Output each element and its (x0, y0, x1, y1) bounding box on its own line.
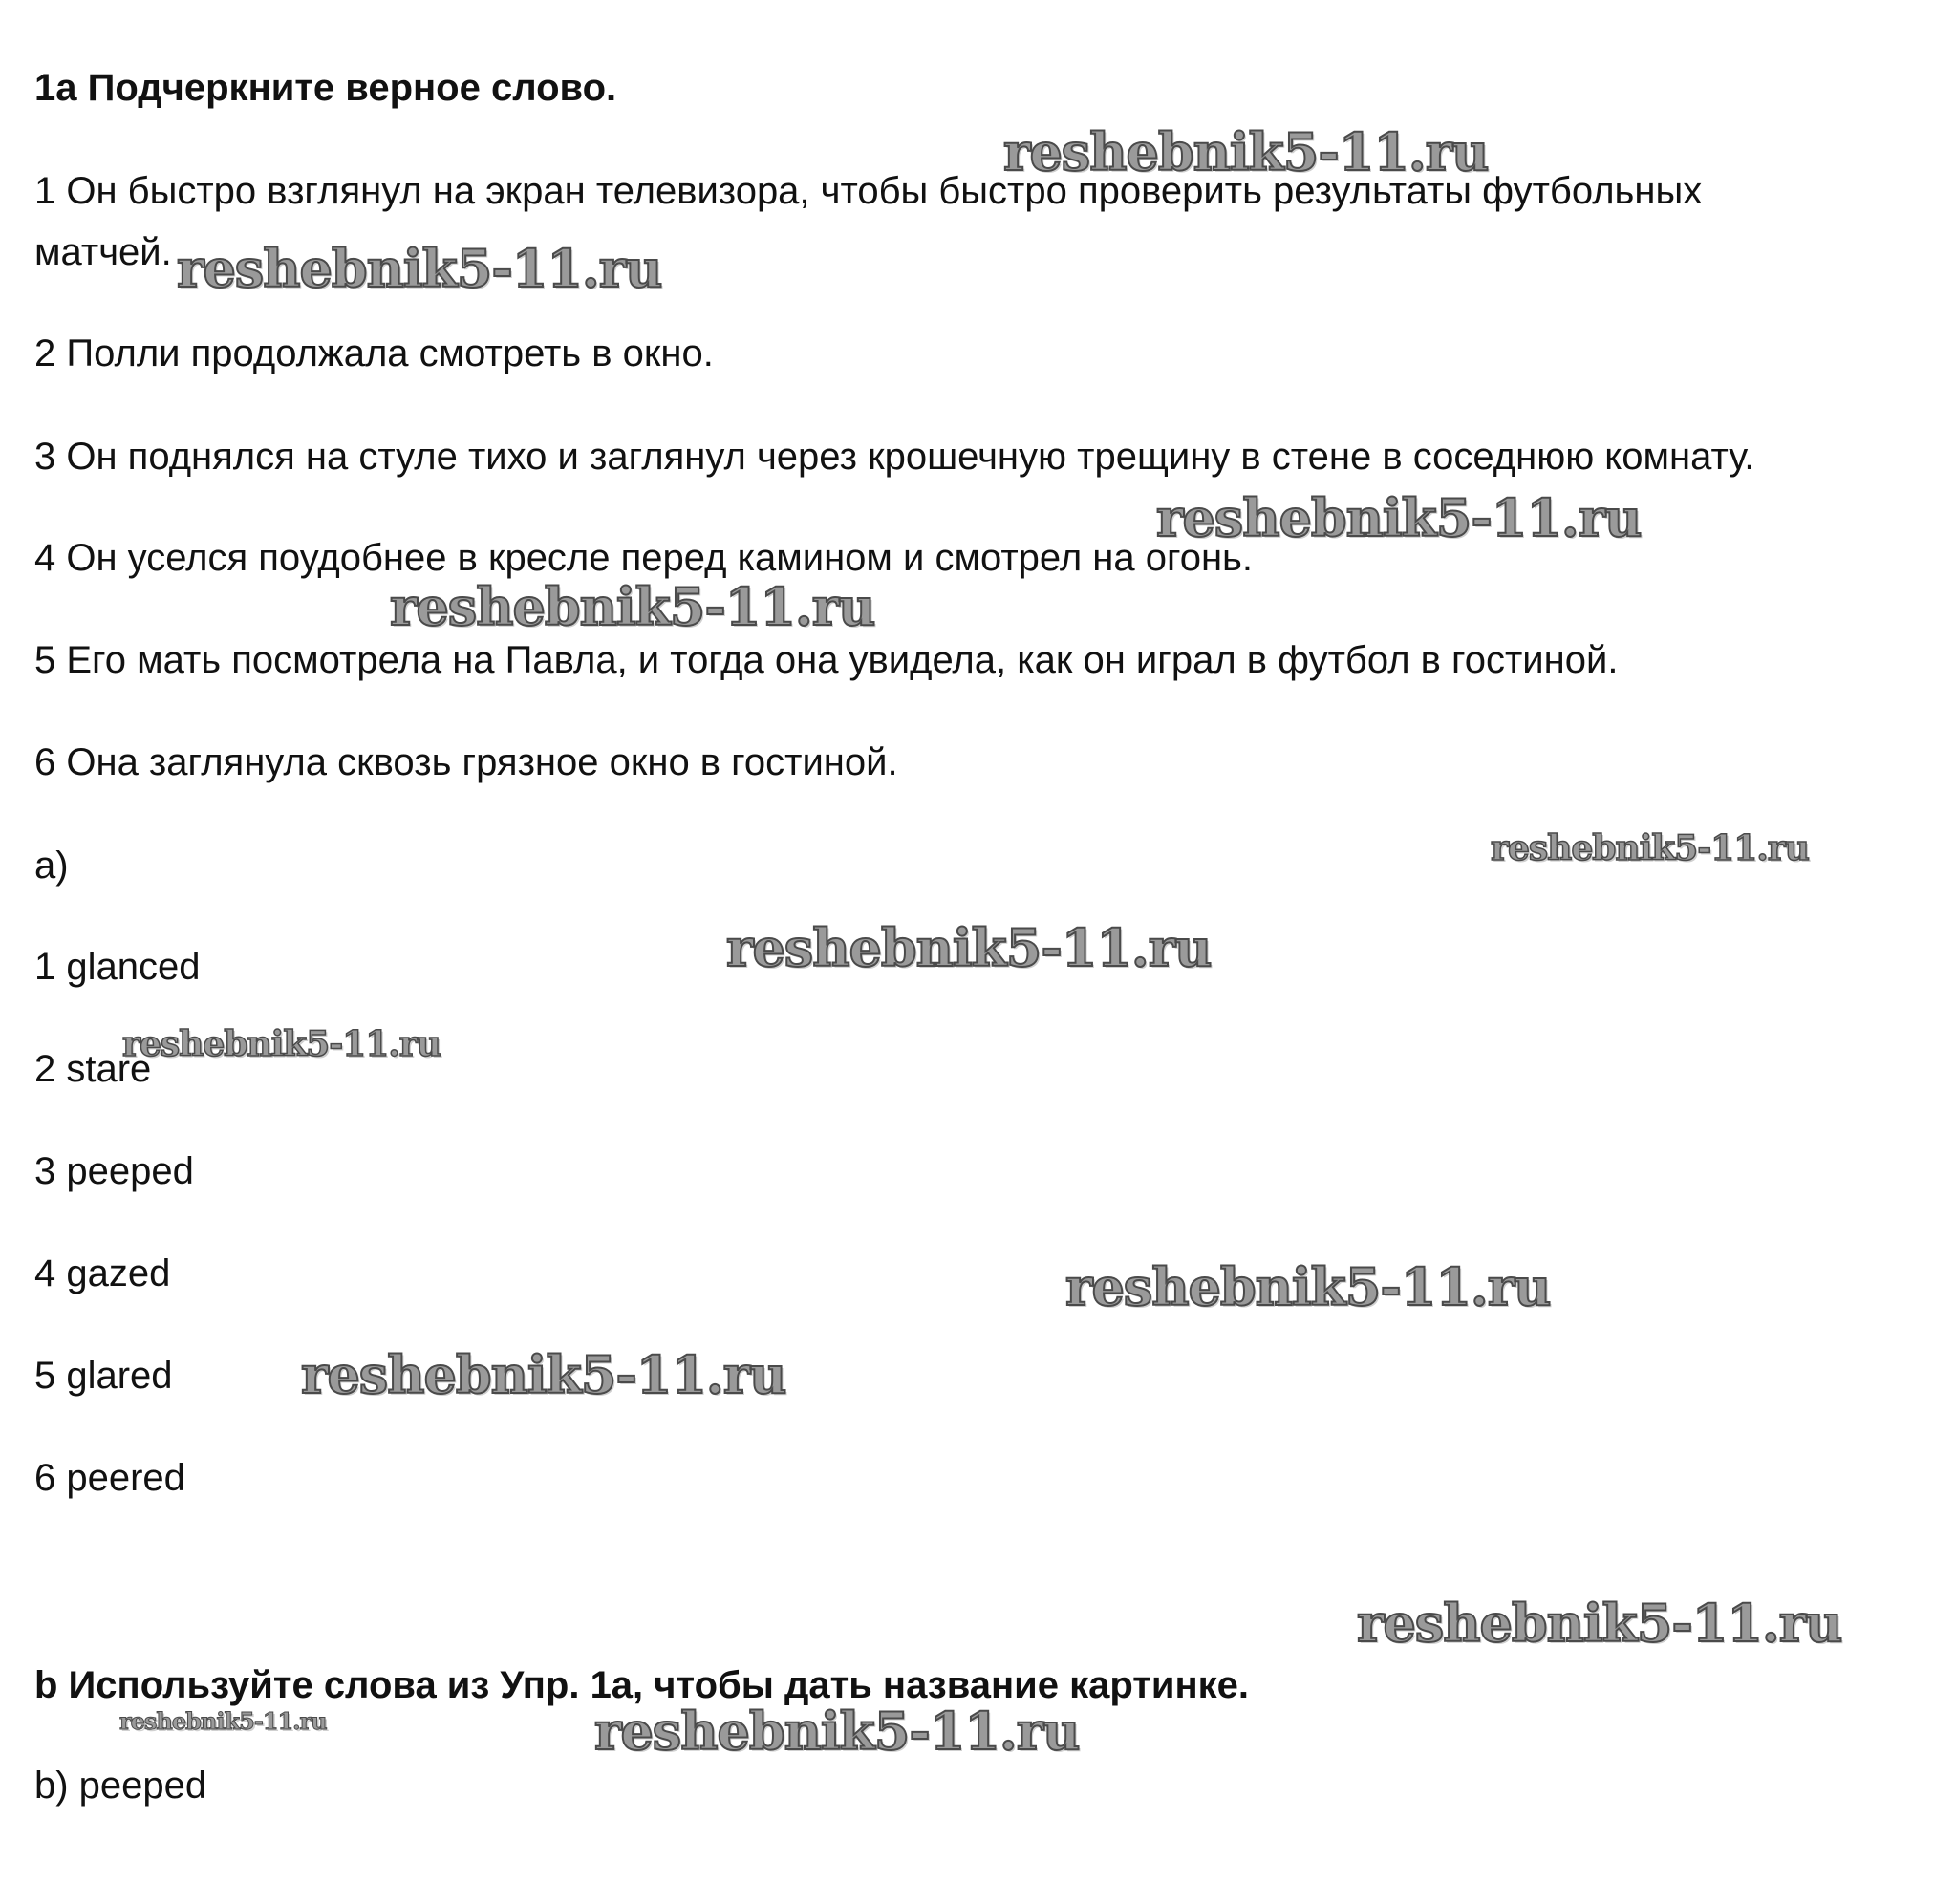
sentence-4: 4 Он уселся поудобнее в кресле перед камином и смотрел на огонь. (34, 537, 1253, 579)
answer-a-5: 5 glared (34, 1355, 173, 1397)
watermark: reshebnik5-11.ru (594, 1701, 1080, 1762)
watermark: reshebnik5-11.ru (119, 1707, 327, 1735)
sentence-1-line-2: матчей. (34, 231, 172, 273)
watermark: reshebnik5-11.ru (1491, 828, 1809, 868)
watermark: reshebnik5-11.ru (1357, 1593, 1842, 1654)
watermark: reshebnik5-11.ru (726, 917, 1212, 978)
watermark: reshebnik5-11.ru (1003, 121, 1489, 182)
answer-a-1: 1 glanced (34, 946, 201, 988)
sentence-2: 2 Полли продолжала смотреть в окно. (34, 332, 714, 374)
watermark: reshebnik5-11.ru (122, 1024, 441, 1064)
sentence-3: 3 Он поднялся на стуле тихо и заглянул через крошечную трещину в стене в соседнюю комнату. (34, 436, 1755, 478)
answer-a-2: 2 stare (34, 1048, 152, 1090)
exercise-heading-a: 1a Подчеркните верное слово. (34, 67, 617, 109)
answer-b: b) peeped (34, 1765, 207, 1807)
exercise-heading-b: b Используйте слова из Упр. 1а, чтобы дать название картинке. (34, 1664, 1249, 1706)
watermark: reshebnik5-11.ru (390, 576, 875, 637)
answer-a-label: a) (34, 845, 69, 887)
sentence-5: 5 Его мать посмотрела на Павла, и тогда она увидела, как он играл в футбол в гостиной. (34, 639, 1619, 681)
watermark: reshebnik5-11.ru (1156, 487, 1642, 548)
sentence-6: 6 Она заглянула сквозь грязное окно в гостиной. (34, 741, 898, 783)
answer-a-6: 6 peered (34, 1457, 185, 1499)
watermark: reshebnik5-11.ru (301, 1344, 786, 1405)
answer-a-3: 3 peeped (34, 1150, 194, 1192)
watermark: reshebnik5-11.ru (177, 238, 662, 299)
watermark: reshebnik5-11.ru (1065, 1256, 1551, 1317)
answer-a-4: 4 gazed (34, 1252, 171, 1294)
sentence-1-line-1: 1 Он быстро взглянул на экран телевизора, чтобы быстро проверить результаты футбольных (34, 170, 1703, 212)
